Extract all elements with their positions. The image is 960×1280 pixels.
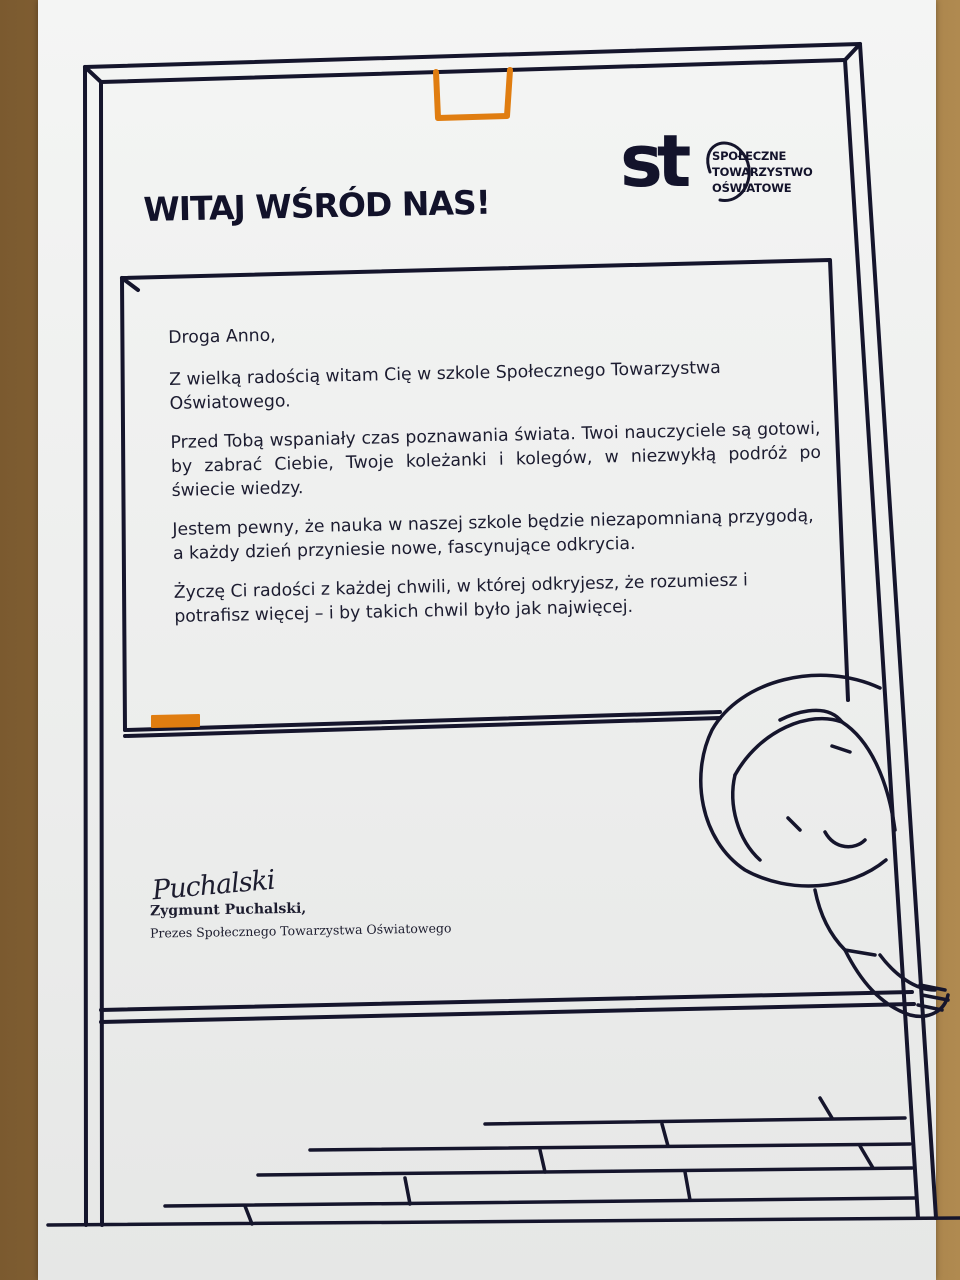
letter-paragraph: Jestem pewny, że nauka w naszej szkole będzie niezapomnianą przygodą, a każdy dzień przyniesie nowe, fascynujące odkrycia.: [172, 505, 814, 564]
floor-boards: [48, 1098, 960, 1225]
handwritten-signature: Puchalski: [150, 864, 276, 907]
door-rail: [101, 992, 914, 1022]
logo-mark: st: [620, 119, 686, 203]
page-title: WITAJ WŚRÓD NAS!: [143, 182, 491, 229]
sto-logo: [620, 116, 830, 216]
signatory-role: Prezes Społecznego Towarzystwa Oświatowego: [149, 920, 452, 941]
logo-line-2: TOWARZYSTWO: [712, 165, 813, 179]
letter-paragraph: Z wielką radością witam Cię w szkole Społecznego Towarzystwa Oświatowego.: [168, 357, 721, 414]
logo-line-1: SPOŁECZNE: [712, 149, 787, 163]
logo-line-3: OŚWIATOWE: [712, 181, 792, 195]
letter-greeting: Droga Anno,: [168, 325, 276, 348]
closed-eye-icon: [832, 746, 850, 752]
chalk-icon: [152, 715, 199, 727]
letter-body: [168, 312, 825, 644]
signatory-name: Zygmunt Puchalski,: [149, 900, 307, 920]
signature-block: [149, 864, 530, 948]
letter-paragraph: Przed Tobą wspaniały czas poznawania świata. Twoi nauczyciele są gotowi, by zabrać Ciebie, Twoje koleżanki i kolegów, w niezwykłą podróż po świecie wiedzy.: [170, 418, 822, 501]
letter-paragraph: Życzę Ci radości z każdej chwili, w której odkryjesz, że rozumiesz i potrafisz więcej – i by takich chwil było jak najwięcej.: [173, 570, 749, 627]
orange-hanger-icon: [436, 70, 510, 118]
